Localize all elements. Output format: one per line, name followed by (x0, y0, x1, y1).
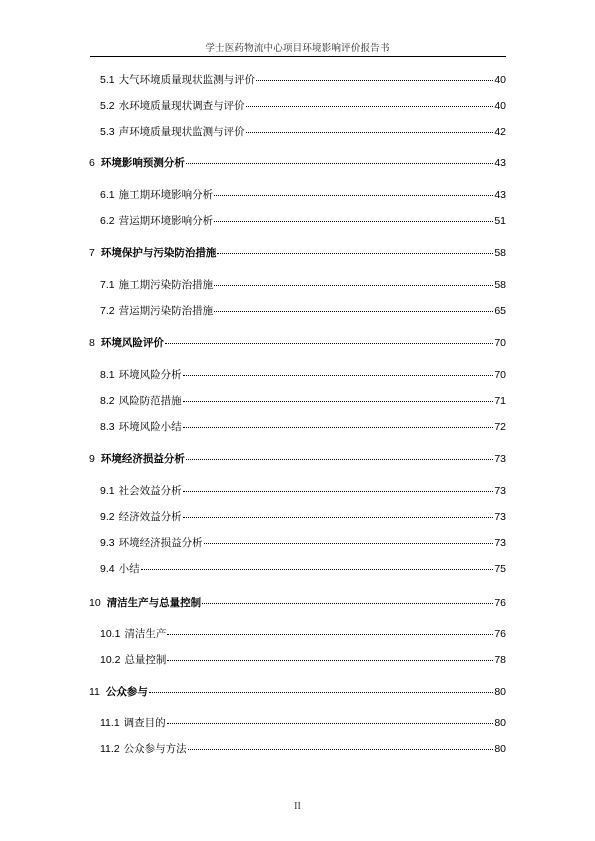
toc-entry-number: 10.2 (100, 654, 121, 666)
toc-entry-title: 小结 (118, 563, 140, 575)
toc-entry-number: 8.1 (100, 369, 115, 381)
toc-entry-title: 施工期污染防治措施 (118, 279, 214, 291)
toc-entry-number: 11 (89, 686, 100, 698)
toc-entry-page: 40 (494, 100, 506, 112)
toc-section-entry[interactable] (100, 561, 506, 575)
dot-leader (165, 333, 493, 344)
toc-entry-title: 经济效益分析 (118, 511, 182, 523)
toc-entry-number: 6.2 (100, 215, 115, 227)
toc-entry-page: 80 (494, 717, 506, 729)
toc-entry-number: 10.1 (100, 628, 121, 640)
dot-leader (183, 391, 494, 402)
toc-entry-page: 65 (494, 305, 506, 317)
dot-leader (204, 533, 494, 544)
toc-entry-number: 9 (89, 453, 95, 465)
toc-entry-title: 环境保护与污染防治措施 (100, 247, 217, 259)
dot-leader (202, 593, 493, 604)
toc-entry-page: 80 (494, 743, 506, 755)
toc-section-entry[interactable] (100, 124, 506, 138)
toc-entry-number: 7 (89, 247, 95, 259)
toc-entry-page: 42 (494, 126, 506, 138)
toc-entry-title: 环境经济损益分析 (118, 537, 203, 549)
toc-entry-number: 6 (89, 157, 95, 169)
toc-entry-title: 社会效益分析 (118, 485, 182, 497)
toc-chapter-entry[interactable] (89, 451, 506, 465)
toc-entry-page: 51 (494, 215, 506, 227)
toc-chapter-entry[interactable] (89, 335, 506, 349)
toc-entry-page: 78 (494, 654, 506, 666)
toc-entry-title: 调查目的 (123, 717, 166, 729)
running-header: 学士医药物流中心项目环境影响评价报告书 (205, 43, 390, 54)
toc-entry-title: 大气环境质量现状监测与评价 (118, 74, 256, 86)
toc-entry-page: 76 (494, 628, 506, 640)
dot-leader (183, 507, 494, 518)
page-number: II (294, 801, 301, 812)
toc-entry-title: 公众参与方法 (123, 743, 187, 755)
toc-entry-title: 总量控制 (124, 654, 167, 666)
dot-leader (167, 624, 493, 635)
toc-entry-page: 73 (494, 537, 506, 549)
toc-entry-page: 72 (494, 421, 506, 433)
toc-entry-page: 73 (494, 485, 506, 497)
dot-leader (141, 559, 494, 570)
dot-leader (183, 417, 494, 428)
toc-entry-title: 环境经济损益分析 (100, 453, 185, 465)
toc-entry-title: 施工期环境影响分析 (118, 189, 214, 201)
toc-section-entry[interactable] (100, 72, 506, 86)
toc-entry-title: 水环境质量现状调查与评价 (118, 100, 245, 112)
toc-entry-number: 5.3 (100, 126, 115, 138)
toc-entry-page: 43 (494, 157, 506, 169)
dot-leader (246, 122, 494, 133)
toc-entry-title: 清洁生产与总量控制 (106, 597, 202, 609)
toc-entry-page: 76 (494, 597, 506, 609)
dot-leader (214, 185, 493, 196)
toc-section-entry[interactable] (100, 652, 506, 666)
toc-entry-page: 73 (494, 453, 506, 465)
toc-section-entry[interactable] (100, 187, 506, 201)
toc-entry-number: 8.2 (100, 395, 115, 407)
toc-chapter-entry[interactable] (89, 595, 506, 609)
toc-entry-number: 8.3 (100, 421, 115, 433)
toc-chapter-entry[interactable] (89, 155, 506, 169)
dot-leader (214, 275, 493, 286)
toc-entry-number: 9.2 (100, 511, 115, 523)
toc-entry-page: 75 (494, 563, 506, 575)
toc-entry-number: 7.2 (100, 305, 115, 317)
toc-chapter-entry[interactable] (89, 245, 506, 259)
toc-entry-page: 58 (494, 247, 506, 259)
dot-leader (183, 365, 494, 376)
toc-section-entry[interactable] (100, 367, 506, 381)
toc-chapter-entry[interactable] (89, 684, 506, 698)
toc-entry-page: 73 (494, 511, 506, 523)
toc-entry-number: 6.1 (100, 189, 115, 201)
toc-entry-title: 环境风险分析 (118, 369, 182, 381)
toc-section-entry[interactable] (100, 509, 506, 523)
toc-section-entry[interactable] (100, 277, 506, 291)
toc-entry-page: 58 (494, 279, 506, 291)
dot-leader (167, 650, 493, 661)
dot-leader (167, 713, 494, 724)
toc-entry-page: 70 (494, 337, 506, 349)
toc-entry-number: 9.4 (100, 563, 115, 575)
toc-entry-page: 71 (494, 395, 506, 407)
dot-leader (188, 739, 494, 750)
toc-entry-number: 10 (89, 597, 101, 609)
toc-entry-title: 环境风险小结 (118, 421, 182, 433)
toc-entry-title: 风险防范措施 (118, 395, 182, 407)
toc-section-entry[interactable] (100, 715, 506, 729)
dot-leader (246, 96, 494, 107)
toc-entry-page: 40 (494, 74, 506, 86)
toc-entry-title: 清洁生产 (124, 628, 167, 640)
toc-entry-number: 9.3 (100, 537, 115, 549)
toc-section-entry[interactable] (100, 419, 506, 433)
toc-entry-number: 11.1 (100, 717, 120, 729)
toc-entry-page: 80 (494, 686, 506, 698)
dot-leader (217, 243, 493, 254)
toc-section-entry[interactable] (100, 626, 506, 640)
toc-section-entry[interactable] (100, 483, 506, 497)
toc-entry-title: 环境影响预测分析 (100, 157, 185, 169)
toc-section-entry[interactable] (100, 741, 506, 755)
dot-leader (214, 301, 493, 312)
toc-section-entry[interactable] (100, 98, 506, 112)
dot-leader (256, 70, 493, 81)
toc-entry-number: 9.1 (100, 485, 115, 497)
toc-section-entry[interactable] (100, 303, 506, 317)
toc-entry-number: 11.2 (100, 743, 120, 755)
toc-entry-number: 5.2 (100, 100, 115, 112)
toc-entry-page: 43 (494, 189, 506, 201)
toc-entry-page: 70 (494, 369, 506, 381)
toc-section-entry[interactable] (100, 213, 506, 227)
toc-entry-title: 声环境质量现状监测与评价 (118, 126, 245, 138)
toc-entry-title: 环境风险评价 (100, 337, 164, 349)
dot-leader (183, 481, 494, 492)
toc-entry-title: 营运期污染防治措施 (118, 305, 214, 317)
toc-entry-title: 公众参与 (105, 686, 148, 698)
toc-entry-number: 8 (89, 337, 95, 349)
toc-entry-title: 营运期环境影响分析 (118, 215, 214, 227)
dot-leader (186, 153, 493, 164)
dot-leader (214, 211, 493, 222)
dot-leader (186, 449, 493, 460)
toc-section-entry[interactable] (100, 393, 506, 407)
toc-entry-number: 5.1 (100, 74, 115, 86)
toc-section-entry[interactable] (100, 535, 506, 549)
dot-leader (149, 682, 493, 693)
toc-entry-number: 7.1 (100, 279, 115, 291)
